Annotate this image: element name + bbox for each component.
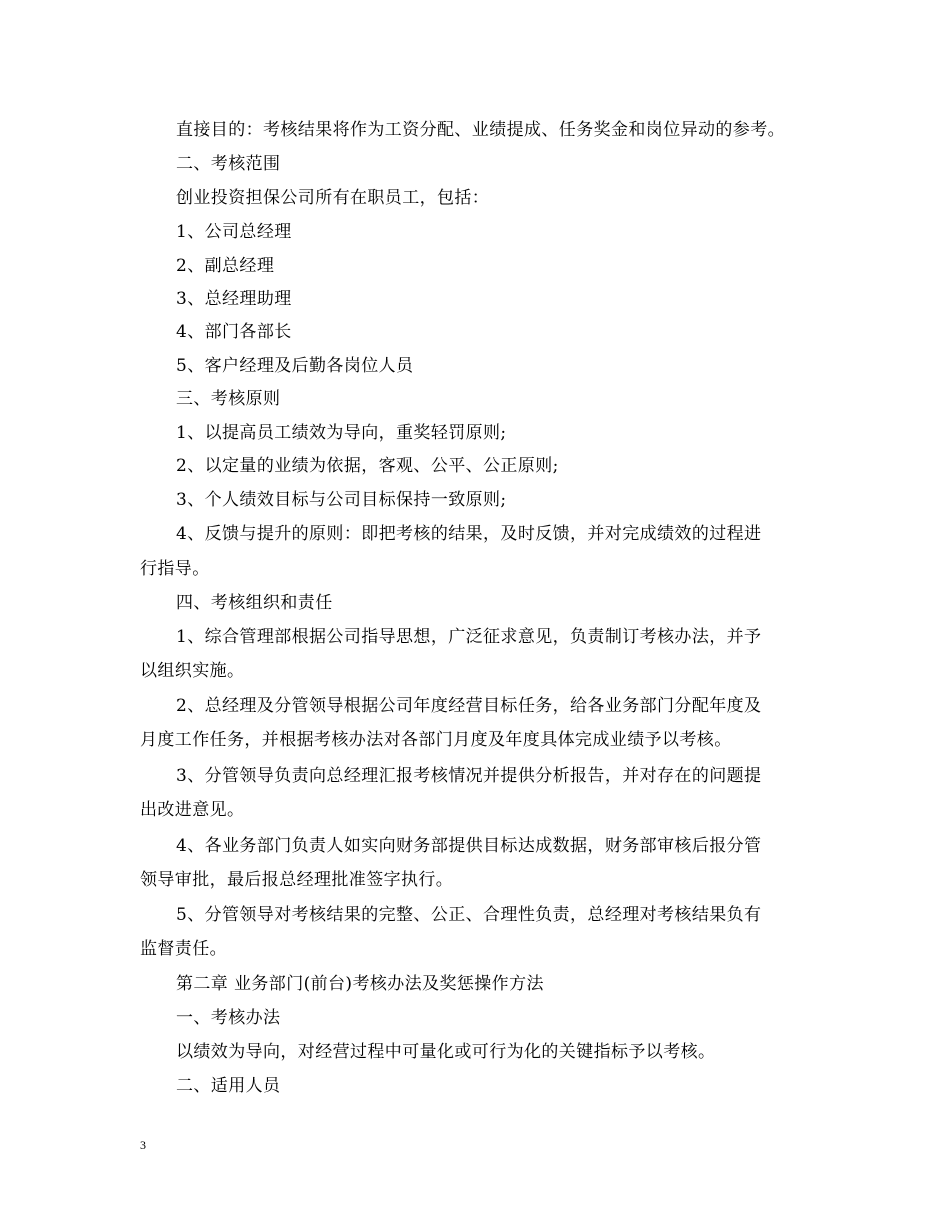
list-item: 2、副总经理	[176, 256, 275, 276]
list-item-continuation: 以组织实施。	[140, 661, 245, 681]
list-item-continuation: 月度工作任务，并根据考核办法对各部门月度及年度具体完成业绩予以考核。	[140, 730, 732, 750]
section-heading-method: 一、考核办法	[176, 1008, 281, 1028]
list-item-continuation: 领导审批，最后报总经理批准签字执行。	[140, 870, 454, 890]
list-item: 3、个人绩效目标与公司目标保持一致原则;	[176, 490, 507, 510]
list-item: 4、各业务部门负责人如实向财务部提供目标达成数据，财务部审核后报分管	[176, 836, 762, 856]
chapter-heading: 第二章 业务部门(前台)考核办法及奖惩操作方法	[176, 974, 544, 994]
text-line-28: 以绩效为导向，对经营过程中可量化或可行为化的关键指标予以考核。	[176, 1042, 716, 1062]
section-heading-organization: 四、考核组织和责任	[176, 593, 333, 613]
section-heading-personnel: 二、适用人员	[176, 1076, 281, 1096]
list-item: 2、以定量的业绩为依据，客观、公平、公正原则;	[176, 456, 559, 476]
list-item: 5、分管领导对考核结果的完整、公正、合理性负责，总经理对考核结果负有	[176, 905, 762, 925]
list-item: 1、综合管理部根据公司指导思想，广泛征求意见，负责制订考核办法，并予	[176, 627, 762, 647]
section-heading-scope: 二、考核范围	[176, 154, 281, 174]
list-item: 3、总经理助理	[176, 289, 292, 309]
list-item: 2、总经理及分管领导根据公司年度经营目标任务，给各业务部门分配年度及	[176, 696, 762, 716]
list-item-continuation: 行指导。	[140, 559, 210, 579]
text-line-1: 直接目的：考核结果将作为工资分配、业绩提成、任务奖金和岗位异动的参考。	[176, 120, 785, 140]
list-item: 5、客户经理及后勤各岗位人员	[176, 356, 414, 376]
list-item: 1、公司总经理	[176, 222, 292, 242]
page-number: 3	[140, 1138, 146, 1152]
list-item: 4、部门各部长	[176, 322, 292, 342]
list-item-continuation: 出改进意见。	[140, 800, 245, 820]
text-line-3: 创业投资担保公司所有在职员工，包括：	[176, 188, 490, 208]
section-heading-principles: 三、考核原则	[176, 389, 281, 409]
list-item: 4、反馈与提升的原则：即把考核的结果，及时反馈，并对完成绩效的过程进	[176, 524, 762, 544]
list-item-continuation: 监督责任。	[140, 939, 227, 959]
list-item: 3、分管领导负责向总经理汇报考核情况并提供分析报告，并对存在的问题提	[176, 766, 762, 786]
list-item: 1、以提高员工绩效为导向，重奖轻罚原则;	[176, 423, 507, 443]
